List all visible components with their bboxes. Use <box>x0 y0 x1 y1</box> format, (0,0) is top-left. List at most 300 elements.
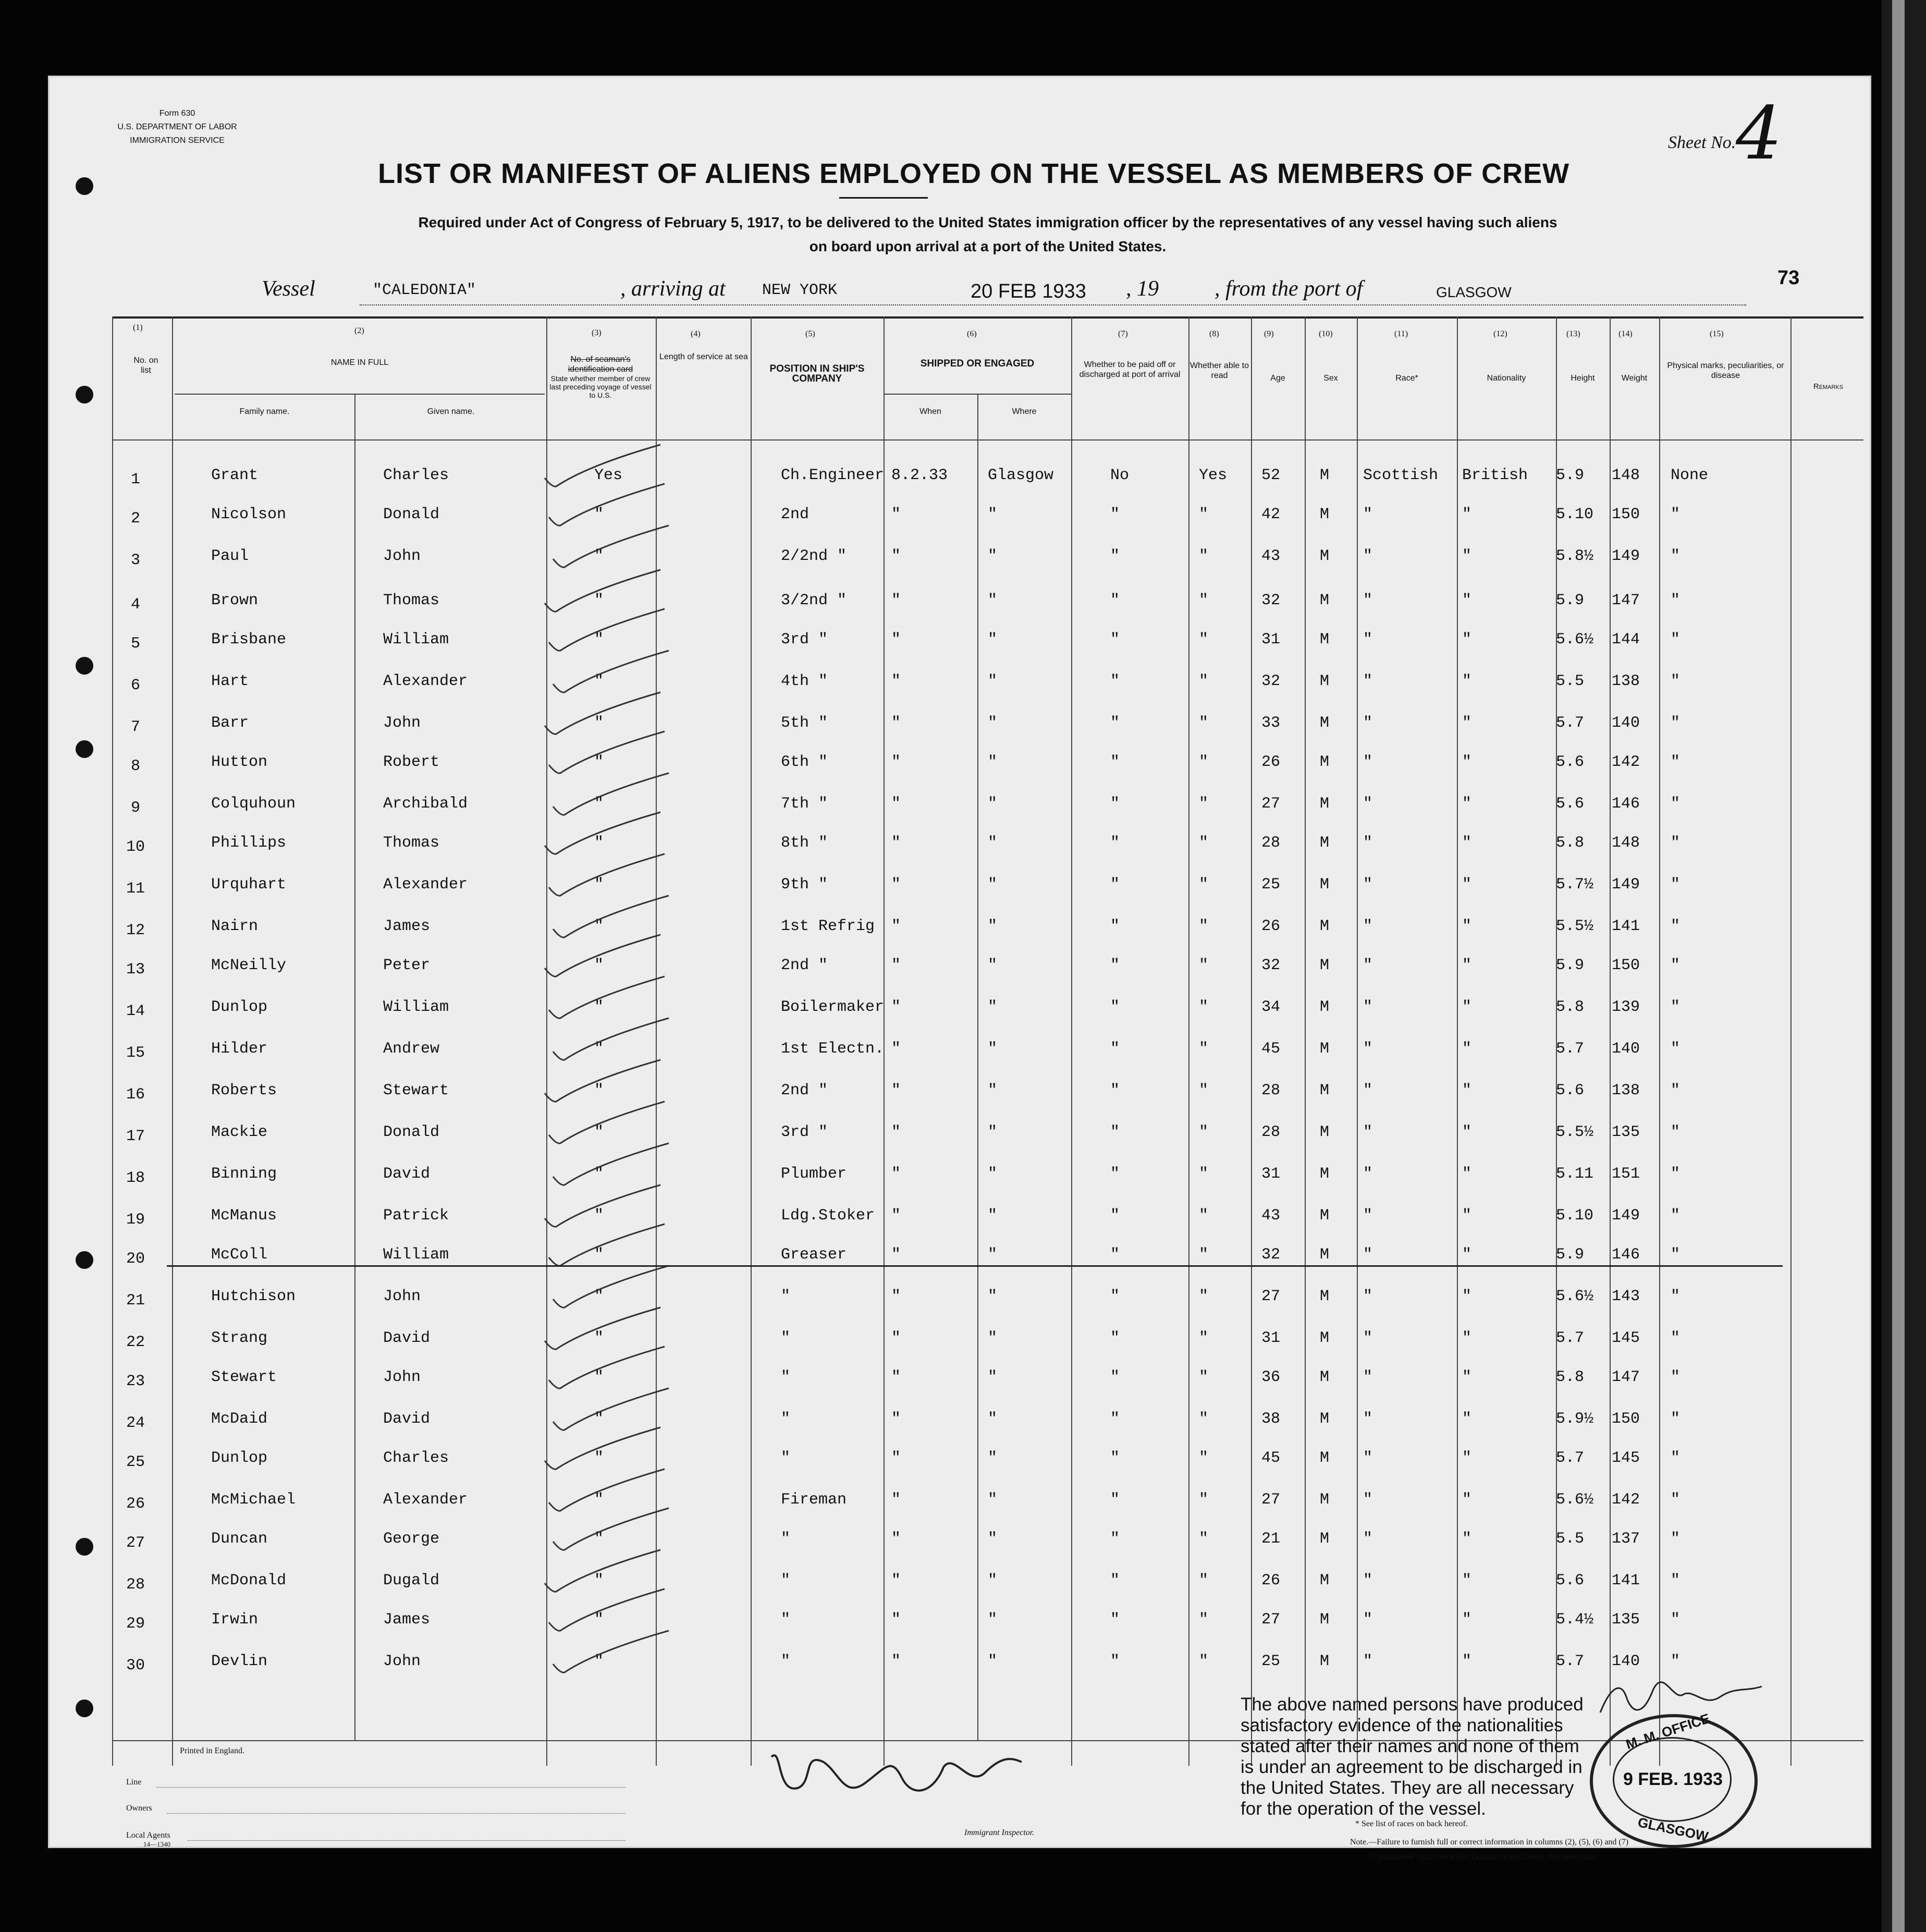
sex: M <box>1320 1165 1330 1183</box>
nationality: " <box>1462 795 1472 813</box>
physical-marks: " <box>1671 1082 1680 1099</box>
col-num: (4) <box>691 329 701 338</box>
mm-office-stamp <box>1590 1710 1758 1848</box>
family-name: Dunlop <box>211 998 268 1016</box>
paid-off: " <box>1110 1530 1120 1548</box>
position: 1st Electn. <box>781 1040 885 1058</box>
col-rule <box>751 316 752 1766</box>
height: 5.10 <box>1556 1207 1594 1225</box>
shipped-where: " <box>988 1329 998 1347</box>
shipped-where: " <box>988 714 998 732</box>
shipped-where: " <box>988 918 998 935</box>
race: " <box>1363 918 1373 935</box>
shipped-where: " <box>988 1449 998 1467</box>
able-read: " <box>1199 1123 1209 1141</box>
shipped-when: 8.2.33 <box>891 467 948 484</box>
id-card: " <box>594 592 604 609</box>
age: 26 <box>1261 918 1281 935</box>
position: 8th " <box>781 834 828 852</box>
fine-note: is punishable by a fine of Ten Dollars for each alien. See other side. <box>1371 1852 1597 1861</box>
row-number: 20 <box>126 1250 145 1268</box>
able-read: " <box>1199 795 1209 813</box>
position: 3rd " <box>781 1123 828 1141</box>
col-rule <box>1357 316 1358 1766</box>
paid-off: " <box>1110 1410 1120 1428</box>
nationality: " <box>1462 1288 1472 1305</box>
paid-off: " <box>1110 918 1120 935</box>
sex: M <box>1320 1611 1330 1629</box>
id-card: " <box>594 957 604 974</box>
position: " <box>781 1368 791 1386</box>
age: 45 <box>1261 1449 1281 1467</box>
arriving-label: , arriving at <box>620 277 726 301</box>
given-name: James <box>383 1611 431 1629</box>
position: 5th " <box>781 714 828 732</box>
col-rule <box>112 316 113 1766</box>
position: 2nd " <box>781 1082 828 1099</box>
nationality: " <box>1462 714 1472 732</box>
nationality: " <box>1462 506 1472 523</box>
age: 45 <box>1261 1040 1281 1058</box>
paid-off: " <box>1110 1040 1120 1058</box>
id-card: " <box>594 1288 604 1305</box>
paid-off: " <box>1110 1165 1120 1183</box>
able-read: " <box>1199 876 1209 894</box>
id-card: " <box>594 1082 604 1099</box>
race: " <box>1363 1246 1373 1264</box>
id-card: " <box>594 1611 604 1629</box>
title-rule <box>839 197 928 199</box>
height: 5.6½ <box>1556 631 1594 649</box>
sex: M <box>1320 1082 1330 1099</box>
stamp-date: 9 FEB. 1933 <box>1623 1769 1723 1789</box>
row-number: 30 <box>126 1657 145 1674</box>
punch-hole <box>76 657 93 675</box>
weight: 150 <box>1612 506 1640 523</box>
vessel-label: Vessel <box>262 277 315 301</box>
age: 43 <box>1261 1207 1281 1225</box>
shipped-when: " <box>891 1040 901 1058</box>
shipped-where: " <box>988 1653 998 1670</box>
master-signature <box>1595 1676 1767 1723</box>
id-card: " <box>594 1207 604 1225</box>
sex: M <box>1320 753 1330 771</box>
family-name: McDaid <box>211 1410 268 1428</box>
punch-hole <box>76 740 93 758</box>
id-card: " <box>594 506 604 523</box>
physical-marks: " <box>1671 1530 1680 1548</box>
col-rule <box>1305 316 1306 1766</box>
id-card: Yes <box>594 467 623 484</box>
binding-edge <box>1882 0 1926 1932</box>
sheet-label: Sheet No. <box>1668 133 1736 152</box>
age: 27 <box>1261 795 1281 813</box>
nationality: " <box>1462 1491 1472 1509</box>
paid-off: " <box>1110 957 1120 974</box>
able-read: " <box>1199 1040 1209 1058</box>
race: " <box>1363 753 1373 771</box>
paid-off: " <box>1110 1329 1120 1347</box>
sex: M <box>1320 506 1330 523</box>
weight: 141 <box>1612 918 1640 935</box>
col-num: (13) <box>1566 329 1580 338</box>
sex: M <box>1320 467 1330 484</box>
family-name: Roberts <box>211 1082 277 1099</box>
header-id-card <box>548 354 653 399</box>
race: " <box>1363 547 1373 565</box>
departure-port: GLASGOW <box>1436 284 1512 300</box>
age: 32 <box>1261 957 1281 974</box>
paid-off: " <box>1110 1246 1120 1264</box>
row-number: 11 <box>126 880 145 898</box>
paid-off: " <box>1110 506 1120 523</box>
race: " <box>1363 1123 1373 1141</box>
family-name: Brown <box>211 592 259 609</box>
family-name: Hutchison <box>211 1288 296 1305</box>
shipped-where: " <box>988 1368 998 1386</box>
weight: 148 <box>1612 467 1640 484</box>
header-no-on-list: No. on list <box>133 356 158 375</box>
attestation-line: satisfactory evidence of the nationalities <box>1241 1715 1563 1735</box>
row-number: 28 <box>126 1576 145 1594</box>
form-number: Form 630 <box>159 109 195 118</box>
shipped-where: " <box>988 547 998 565</box>
arrival-port: NEW YORK <box>762 282 838 299</box>
shipped-where: Glasgow <box>988 467 1054 484</box>
paid-off: " <box>1110 1368 1120 1386</box>
paid-off: " <box>1110 1082 1120 1099</box>
sex: M <box>1320 1572 1330 1589</box>
weight: 137 <box>1612 1530 1640 1548</box>
shipped-when: " <box>891 1368 901 1386</box>
height: 5.7 <box>1556 714 1585 732</box>
id-card: " <box>594 1410 604 1428</box>
weight: 143 <box>1612 1288 1640 1305</box>
id-card: " <box>594 998 604 1016</box>
paid-off: " <box>1110 1572 1120 1589</box>
sex: M <box>1320 1246 1330 1264</box>
weight: 148 <box>1612 834 1640 852</box>
id-card: " <box>594 1530 604 1548</box>
able-read: " <box>1199 1653 1209 1670</box>
race: " <box>1363 672 1373 690</box>
row-number: 10 <box>126 838 145 856</box>
paid-off: " <box>1110 753 1120 771</box>
race: " <box>1363 714 1373 732</box>
arrival-date: 20 FEB 1933 <box>971 280 1086 302</box>
given-name: William <box>383 1246 449 1264</box>
row-number: 22 <box>126 1334 145 1351</box>
weight: 147 <box>1612 592 1640 609</box>
able-read: " <box>1199 1165 1209 1183</box>
weight: 135 <box>1612 1123 1640 1141</box>
col-num: (10) <box>1319 329 1333 338</box>
id-card: " <box>594 1329 604 1347</box>
attestation-line: The above named persons have produced <box>1241 1694 1584 1715</box>
height: 5.5½ <box>1556 1123 1594 1141</box>
nationality: " <box>1462 1207 1472 1225</box>
header-length-service: Length of service at sea <box>659 352 748 361</box>
col-rule <box>656 316 657 1766</box>
paid-off: " <box>1110 547 1120 565</box>
shipped-where: " <box>988 876 998 894</box>
given-name: George <box>383 1530 440 1548</box>
row-20-rule <box>167 1265 1783 1267</box>
physical-marks: " <box>1671 1449 1680 1467</box>
able-read: " <box>1199 1572 1209 1589</box>
nationality: " <box>1462 1368 1472 1386</box>
age: 27 <box>1261 1288 1281 1305</box>
agents-field <box>188 1840 625 1841</box>
header-when: When <box>919 407 941 416</box>
given-name: Alexander <box>383 672 468 690</box>
able-read: " <box>1199 1449 1209 1467</box>
given-name: John <box>383 1653 421 1670</box>
age: 32 <box>1261 1246 1281 1264</box>
col-rule <box>172 316 173 1766</box>
family-name: Hutton <box>211 753 268 771</box>
row-number: 18 <box>126 1169 145 1187</box>
header-age: Age <box>1270 374 1285 383</box>
col-rule <box>977 394 978 1740</box>
nationality: " <box>1462 1530 1472 1548</box>
shipped-when: " <box>891 998 901 1016</box>
row-number: 23 <box>126 1373 145 1390</box>
height: 5.8 <box>1556 998 1585 1016</box>
position: 2nd <box>781 506 809 523</box>
id-card: " <box>594 1246 604 1264</box>
able-read: " <box>1199 918 1209 935</box>
family-name: Nicolson <box>211 506 287 523</box>
height: 5.5½ <box>1556 918 1594 935</box>
col-num: (15) <box>1710 329 1724 338</box>
age: 38 <box>1261 1410 1281 1428</box>
weight: 144 <box>1612 631 1640 649</box>
able-read: " <box>1199 1329 1209 1347</box>
shipped-when: " <box>891 918 901 935</box>
punch-hole <box>76 1251 93 1269</box>
nationality: " <box>1462 1082 1472 1099</box>
height: 5.6½ <box>1556 1288 1594 1305</box>
weight: 147 <box>1612 1368 1640 1386</box>
given-name: Donald <box>383 1123 440 1141</box>
physical-marks: " <box>1671 957 1680 974</box>
weight: 142 <box>1612 753 1640 771</box>
position: " <box>781 1410 791 1428</box>
shipped-where: " <box>988 1040 998 1058</box>
family-name: Dunlop <box>211 1449 268 1467</box>
col-rule <box>1659 316 1660 1766</box>
shipped-when: " <box>891 1449 901 1467</box>
position: Greaser <box>781 1246 847 1264</box>
sex: M <box>1320 1530 1330 1548</box>
family-name: Paul <box>211 547 249 565</box>
race: " <box>1363 506 1373 523</box>
paid-off: " <box>1110 1288 1120 1305</box>
family-name: Brisbane <box>211 631 287 649</box>
sex: M <box>1320 1040 1330 1058</box>
age: 25 <box>1261 1653 1281 1670</box>
paid-off: " <box>1110 631 1120 649</box>
weight: 138 <box>1612 1082 1640 1099</box>
printed-in-england: Printed in England. <box>180 1746 244 1755</box>
given-name: Patrick <box>383 1207 449 1225</box>
shipped-when: " <box>891 1611 901 1629</box>
row-number: 19 <box>126 1211 145 1229</box>
position: 2nd " <box>781 957 828 974</box>
able-read: " <box>1199 547 1209 565</box>
shipped-when: " <box>891 1410 901 1428</box>
able-read: " <box>1199 1288 1209 1305</box>
weight: 146 <box>1612 1246 1640 1264</box>
inspector-signature <box>766 1736 1027 1809</box>
col-rule <box>1790 316 1792 1766</box>
position: 3rd " <box>781 631 828 649</box>
punch-hole <box>76 1538 93 1556</box>
attestation-line: for the operation of the vessel. <box>1241 1799 1486 1819</box>
given-name: Dugald <box>383 1572 440 1589</box>
header-remarks: Remarks <box>1813 382 1844 391</box>
position: " <box>781 1572 791 1589</box>
position: 4th " <box>781 672 828 690</box>
row-number: 8 <box>130 757 140 775</box>
row-number: 21 <box>126 1292 145 1310</box>
nationality: British <box>1462 467 1528 484</box>
age: 31 <box>1261 1165 1281 1183</box>
row-number: 6 <box>130 677 140 694</box>
year-suffix: , 19 <box>1126 277 1159 301</box>
shipped-when: " <box>891 1572 901 1589</box>
punch-hole <box>76 1699 93 1717</box>
physical-marks: " <box>1671 795 1680 813</box>
position: Fireman <box>781 1491 847 1509</box>
race: " <box>1363 1653 1373 1670</box>
race: " <box>1363 631 1373 649</box>
given-name: Charles <box>383 1449 449 1467</box>
shipped-when: " <box>891 592 901 609</box>
weight: 138 <box>1612 672 1640 690</box>
shipped-where: " <box>988 1410 998 1428</box>
race: " <box>1363 1572 1373 1589</box>
race: " <box>1363 1410 1373 1428</box>
nationality: " <box>1462 1653 1472 1670</box>
paid-off: " <box>1110 1611 1120 1629</box>
able-read: " <box>1199 1611 1209 1629</box>
height: 5.6½ <box>1556 1491 1594 1509</box>
able-read: " <box>1199 714 1209 732</box>
race: " <box>1363 1082 1373 1099</box>
header-weight: Weight <box>1621 374 1648 383</box>
race: " <box>1363 795 1373 813</box>
able-read: " <box>1199 1491 1209 1509</box>
sex: M <box>1320 918 1330 935</box>
given-name: Stewart <box>383 1082 449 1099</box>
nationality: " <box>1462 876 1472 894</box>
race: " <box>1363 1288 1373 1305</box>
race: " <box>1363 876 1373 894</box>
sex: M <box>1320 876 1330 894</box>
col-rule <box>354 394 355 1740</box>
position: " <box>781 1530 791 1548</box>
able-read: " <box>1199 1530 1209 1548</box>
shipped-where: " <box>988 1491 998 1509</box>
row-number: 26 <box>126 1495 145 1513</box>
able-read: " <box>1199 1207 1209 1225</box>
given-name: John <box>383 547 421 565</box>
sheet-number: 4 <box>1736 91 1783 176</box>
row-number: 15 <box>126 1044 145 1062</box>
nationality: " <box>1462 1329 1472 1347</box>
id-card: " <box>594 918 604 935</box>
shipped-when: " <box>891 957 901 974</box>
shipped-when: " <box>891 714 901 732</box>
family-name: Grant <box>211 467 259 484</box>
physical-marks: " <box>1671 1368 1680 1386</box>
header-given-name: Given name. <box>427 407 475 416</box>
position: Ldg.Stoker <box>781 1207 875 1225</box>
age: 43 <box>1261 547 1281 565</box>
shipped-when: " <box>891 1123 901 1141</box>
race: " <box>1363 1207 1373 1225</box>
height: 5.8½ <box>1556 547 1594 565</box>
col-rule <box>1188 316 1189 1766</box>
weight: 142 <box>1612 1491 1640 1509</box>
row-number: 17 <box>126 1128 145 1145</box>
physical-marks: " <box>1671 1572 1680 1589</box>
age: 27 <box>1261 1491 1281 1509</box>
able-read: " <box>1199 1410 1209 1428</box>
manifest-page <box>48 76 1871 1848</box>
table-top-rule <box>112 316 1863 319</box>
shipped-when: " <box>891 876 901 894</box>
position: " <box>781 1611 791 1629</box>
col-num: (14) <box>1618 329 1633 338</box>
id-card: " <box>594 1653 604 1670</box>
physical-marks: " <box>1671 547 1680 565</box>
paid-off: " <box>1110 592 1120 609</box>
family-name: Barr <box>211 714 249 732</box>
age: 26 <box>1261 1572 1281 1589</box>
shipped-when: " <box>891 1491 901 1509</box>
physical-marks: " <box>1671 506 1680 523</box>
able-read: " <box>1199 998 1209 1016</box>
weight: 145 <box>1612 1449 1640 1467</box>
family-name: Colquhoun <box>211 795 296 813</box>
binding-strip <box>1892 0 1905 1932</box>
header-bottom-rule <box>112 439 1863 441</box>
header-sex: Sex <box>1323 374 1338 383</box>
physical-marks: " <box>1671 1491 1680 1509</box>
able-read: " <box>1199 957 1209 974</box>
shipped-where: " <box>988 957 998 974</box>
family-name: Hilder <box>211 1040 268 1058</box>
nationality: " <box>1462 834 1472 852</box>
race: " <box>1363 1449 1373 1467</box>
header-height: Height <box>1571 374 1595 383</box>
family-name: Hart <box>211 672 249 690</box>
family-name: Strang <box>211 1329 268 1347</box>
sex: M <box>1320 547 1330 565</box>
attestation-line: the United States. They are all necessary <box>1241 1778 1574 1798</box>
height: 5.6 <box>1556 753 1585 771</box>
inspector-label: Immigrant Inspector. <box>964 1828 1035 1837</box>
given-name: Robert <box>383 753 440 771</box>
position: 3/2nd " <box>781 592 847 609</box>
physical-marks: " <box>1671 876 1680 894</box>
col-num: (8) <box>1209 329 1219 338</box>
height: 5.6 <box>1556 1572 1585 1589</box>
age: 32 <box>1261 592 1281 609</box>
